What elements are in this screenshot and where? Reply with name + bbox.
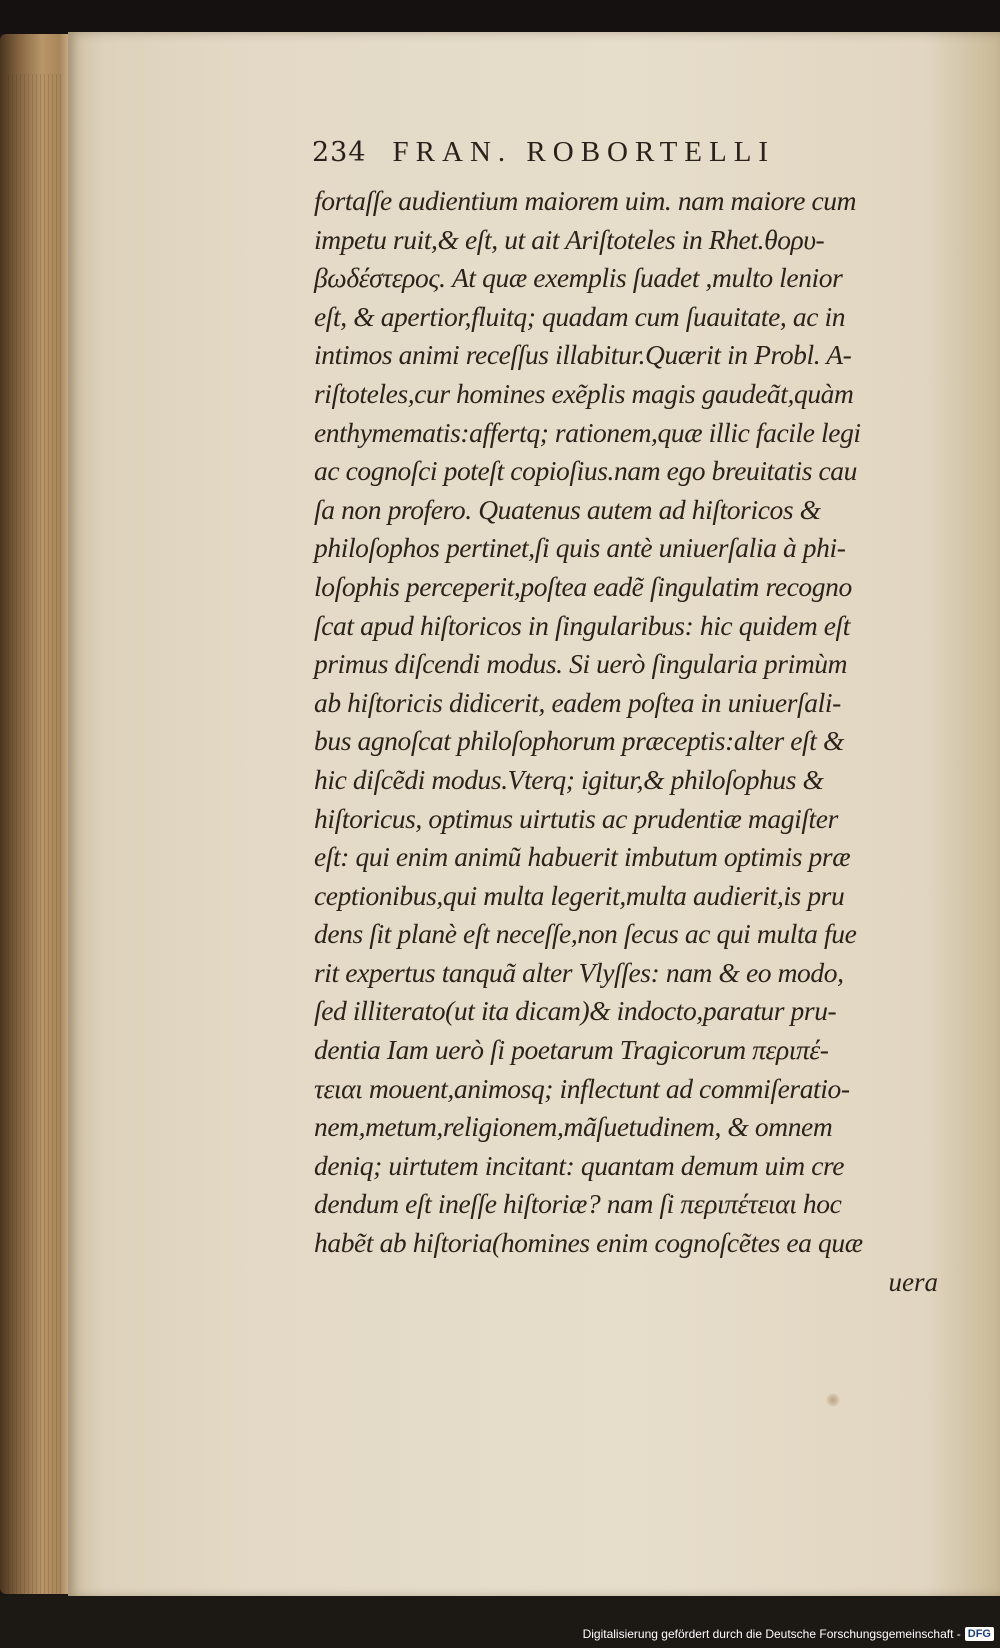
- body-text: [314, 182, 940, 1263]
- text-line: enthymematis:affertq; rationem,quæ illic facile legi: [314, 416, 861, 448]
- text-line: nem,metum,religionem,mãſuetudinem, & omnem: [314, 1111, 833, 1143]
- text-line: riſtoteles,cur homines exẽplis magis gaudeãt,quàm: [314, 377, 854, 409]
- text-line: ſcat apud hiſtoricos in ſingularibus: hic quidem eſt: [314, 609, 851, 641]
- running-head: FRAN. ROBORTELLI: [392, 136, 776, 168]
- catchword: uera: [888, 1267, 938, 1297]
- text-line: hic diſcẽdi modus.Vterq; igitur,& philoſophus &: [314, 763, 824, 795]
- text-line: fortaſſe audientium maiorem uim. nam maiore cum: [314, 185, 857, 216]
- text-line: eſt: qui enim animũ habuerit imbutum optimis præ: [314, 841, 851, 873]
- text-line: hiſtoricus, optimus uirtutis ac prudentiæ magiſter: [314, 802, 838, 834]
- text-line: ſa non profero. Quatenus autem ad hiſtoricos &: [314, 493, 821, 525]
- text-line: philoſophos pertinet,ſi quis antè uniuerſalia à phi-: [314, 532, 846, 564]
- text-line: impetu ruit,& eſt, ut ait Ariſtoteles in Rhet.θορυ-: [314, 223, 825, 255]
- text-line: dendum eſt ineſſe hiſtoriæ? nam ſi περιπέτειαι hoc: [314, 1188, 842, 1220]
- dfg-logo-icon: DFG: [965, 1627, 994, 1641]
- text-line: ab hiſtoricis didicerit, eadem poſtea in uniuerſali-: [314, 686, 841, 718]
- text-line: dens ſit planè eſt neceſſe,non ſecus ac qui multa fue: [314, 918, 857, 950]
- text-line: rit expertus tanquã alter Vlyſſes: nam & eo modo,: [314, 956, 844, 988]
- text-line: dentia Iam uerò ſi poetarum Tragicorum περιπέ-: [314, 1034, 829, 1066]
- text-line: habẽt ab hiſtoria(homines enim cognoſcẽtes ea quæ: [314, 1227, 863, 1259]
- text-line: intimos animi receſſus illabitur.Quærit in Probl. A-: [314, 339, 852, 371]
- paper-stain: [826, 1393, 840, 1407]
- text-line: ac cognoſci poteſt copioſius.nam ego breuitatis cau: [314, 455, 858, 487]
- text-line: bus agnoſcat philoſophorum præceptis:alter eſt &: [314, 725, 845, 757]
- text-line: τειαι mouent,animosq; inflectunt ad commiſeratio-: [314, 1072, 850, 1104]
- page-edge-lines: [8, 74, 64, 1614]
- top-strip: [0, 0, 1000, 34]
- text-line: primus diſcendi modus. Si uerò ſingularia primùm: [314, 648, 848, 680]
- page-header: [312, 136, 872, 176]
- text-line: βωδέστερος. At quæ exemplis ſuadet ,multo lenior: [314, 262, 843, 294]
- page-number: 234: [312, 137, 367, 168]
- credit-text: Digitalisierung gefördert durch die Deutsche Forschungsgemeinschaft -: [582, 1627, 961, 1641]
- text-line: deniq; uirtutem incitant: quantam demum uim cre: [314, 1149, 845, 1181]
- digitization-credit: [583, 1624, 994, 1644]
- text-line: eſt, & apertior,fluitq; quadam cum ſuauitate, ac in: [314, 300, 846, 332]
- book-page-edges: [0, 34, 70, 1594]
- text-line: ceptionibus,qui multa legerit,multa audierit,is pru: [314, 879, 845, 911]
- text-line: ſed illiterato(ut ita dicam)& indocto,paratur pru-: [314, 995, 837, 1027]
- text-line: loſophis perceperit,poſtea eadẽ ſingulatim recogno: [314, 570, 852, 602]
